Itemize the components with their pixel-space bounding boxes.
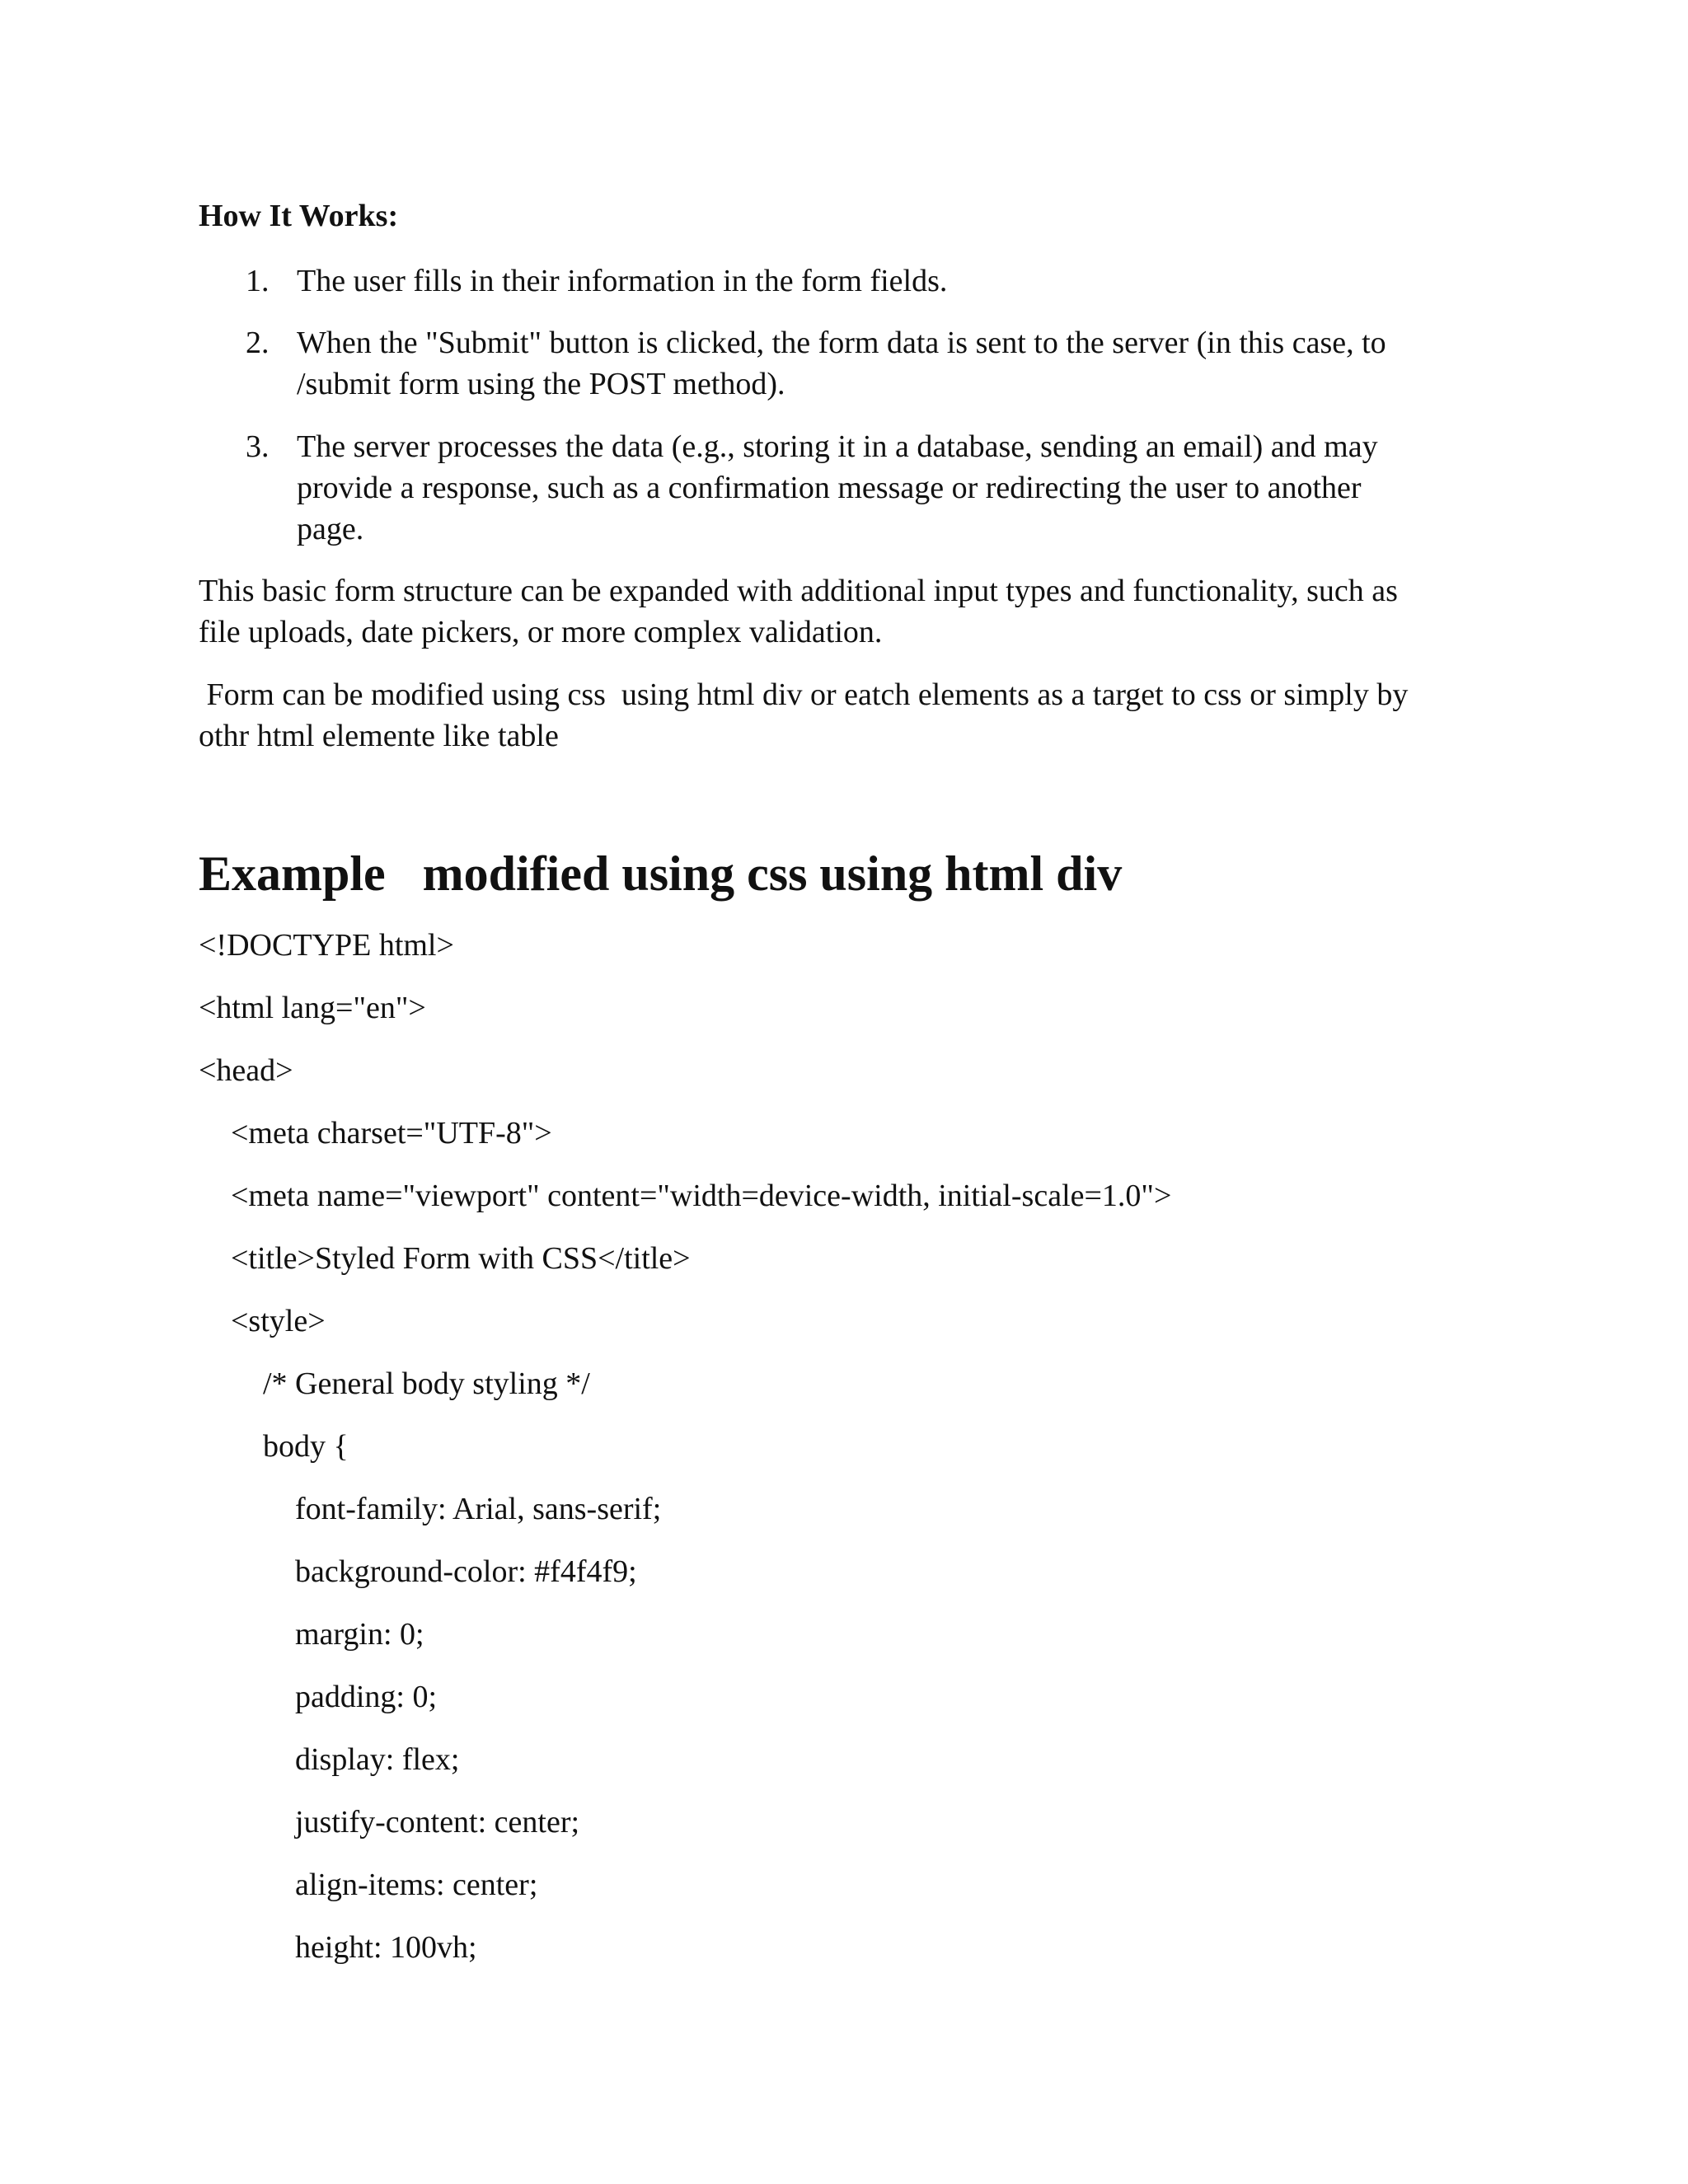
- example-heading: Example modified using css using html div: [199, 846, 1123, 901]
- paragraph-line: This basic form structure can be expanded with additional input types and functionality, such as: [199, 574, 1398, 608]
- code-line: <!DOCTYPE html>: [199, 928, 454, 963]
- code-line: <head>: [199, 1053, 293, 1088]
- code-line: <style>: [231, 1304, 326, 1338]
- code-line: background-color: #f4f4f9;: [295, 1554, 637, 1589]
- paragraph-line: file uploads, date pickers, or more complex validation.: [199, 615, 883, 649]
- code-line: padding: 0;: [295, 1680, 438, 1714]
- code-line: <title>Styled Form with CSS</title>: [231, 1241, 691, 1276]
- list-item-text: The server processes the data (e.g., storing it in a database, sending an email) and may: [297, 429, 1378, 464]
- code-line: font-family: Arial, sans-serif;: [295, 1492, 662, 1526]
- paragraph-line: Form can be modified using css using html div or eatch elements as a target to css or simply by: [199, 677, 1409, 712]
- list-item-number: 1.: [246, 264, 270, 298]
- list-item-text: When the "Submit" button is clicked, the form data is sent to the server (in this case, to: [297, 326, 1386, 360]
- how-it-works-heading: How It Works:: [199, 199, 399, 233]
- code-line: margin: 0;: [295, 1617, 424, 1652]
- code-line: /* General body styling */: [263, 1366, 590, 1401]
- list-item-text: The user fills in their information in the form fields.: [297, 264, 948, 298]
- code-line: <meta charset="UTF-8">: [231, 1116, 552, 1151]
- list-item-text: /submit form using the POST method).: [297, 367, 785, 401]
- code-line: body {: [263, 1429, 349, 1464]
- list-item-number: 2.: [246, 326, 270, 360]
- list-item-text: page.: [297, 512, 364, 546]
- code-line: display: flex;: [295, 1742, 460, 1777]
- paragraph-line: othr html elemente like table: [199, 719, 559, 753]
- code-line: <meta name="viewport" content="width=device-width, initial-scale=1.0">: [231, 1179, 1172, 1213]
- code-line: <html lang="en">: [199, 991, 426, 1025]
- code-line: align-items: center;: [295, 1868, 538, 1902]
- list-item-text: provide a response, such as a confirmation message or redirecting the user to another: [297, 471, 1362, 505]
- list-item-number: 3.: [246, 429, 270, 464]
- code-line: justify-content: center;: [295, 1805, 580, 1840]
- code-line: height: 100vh;: [295, 1930, 477, 1965]
